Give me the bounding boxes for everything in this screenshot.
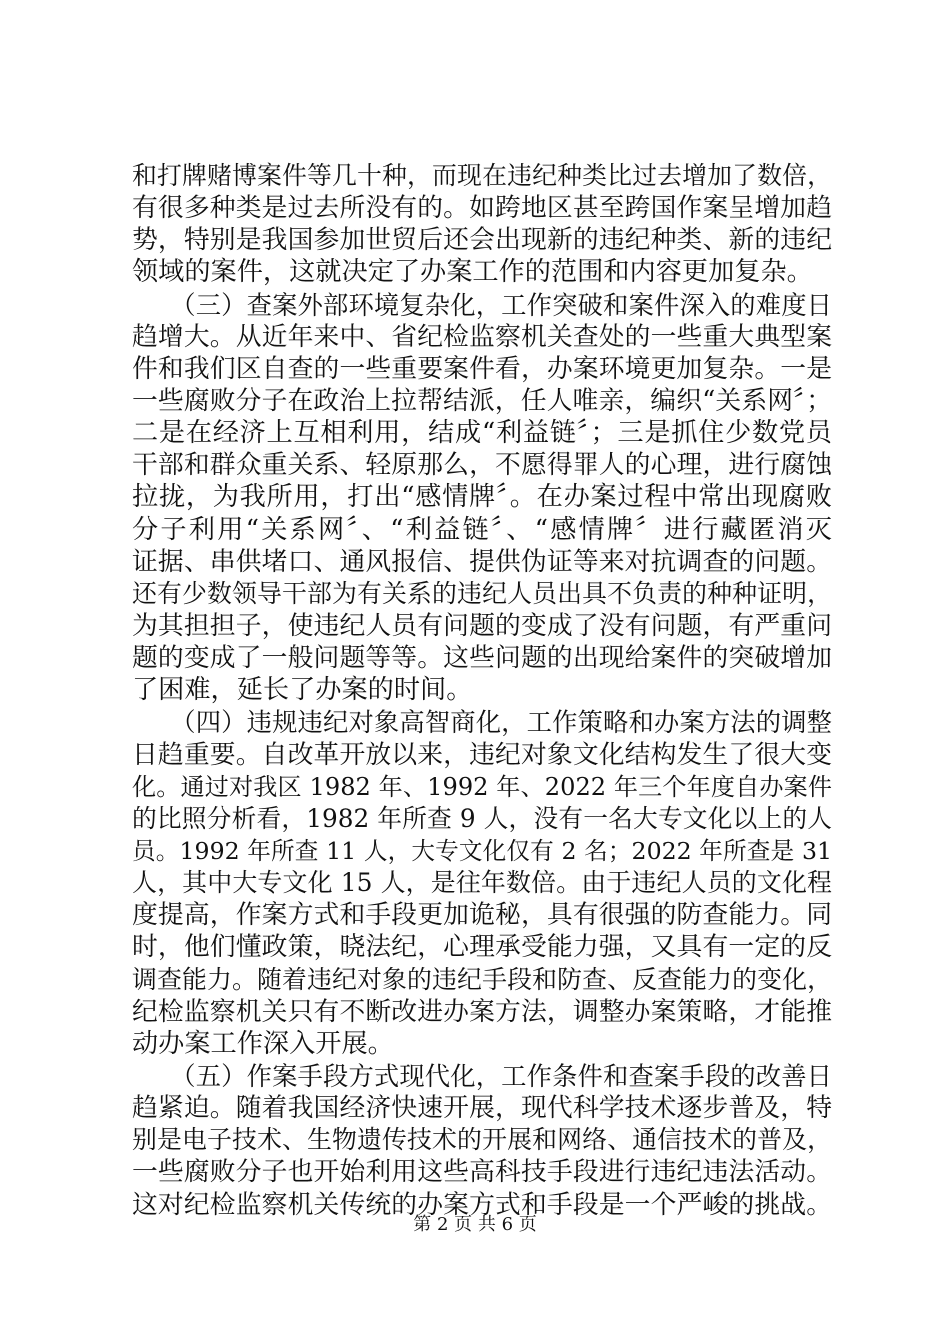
text-line: 动办案工作深入开展。 bbox=[132, 1028, 394, 1059]
text-line: 干部和群众重关系、轻原那么，不愿得罪人的心理，进行腐蚀 bbox=[132, 450, 832, 481]
text-line: 为其担担子，使违纪人员有问题的变成了没有问题，有严重问 bbox=[132, 610, 832, 641]
text-line: 拉拢，为我所用，打出“感情牌〞。在办案过程中常出现腐败 bbox=[132, 482, 832, 513]
text-line: 了困难，延长了办案的时间。 bbox=[132, 675, 473, 706]
text-line: 证据、串供堵口、通风报信、提供伪证等来对抗调查的问题。 bbox=[132, 546, 832, 577]
text-line: 有很多种类是过去所没有的。如跨地区甚至跨国作案呈增加趋 bbox=[132, 193, 832, 224]
text-line: 二是在经济上互相利用，结成“利益链〞；三是抓住少数党员 bbox=[132, 418, 832, 449]
text-line: 还有少数领导干部为有关系的违纪人员出具不负责的种种证明， bbox=[132, 578, 832, 608]
text-line: （五）作案手段方式现代化，工作条件和查案手段的改善日 bbox=[132, 1060, 832, 1091]
text-line: 这对纪检监察机关传统的办案方式和手段是一个严峻的挑战。 bbox=[132, 1189, 832, 1220]
text-line: 趋紧迫。随着我国经济快速开展，现代科学技术逐步普及，特 bbox=[132, 1093, 832, 1124]
body-text bbox=[132, 160, 832, 1221]
text-line: 一些腐败分子也开始利用这些高科技手段进行违纪违法活动。 bbox=[132, 1157, 832, 1188]
text-line: 领域的案件，这就决定了办案工作的范围和内容更加复杂。 bbox=[132, 257, 813, 288]
text-line: 势，特别是我国参加世贸后还会出现新的违纪种类、新的违纪 bbox=[132, 225, 832, 256]
text-line: 别是电子技术、生物遗传技术的开展和网络、通信技术的普及， bbox=[132, 1125, 832, 1155]
text-line: 调查能力。随着违纪对象的违纪手段和防查、反查能力的变化， bbox=[132, 964, 832, 994]
text-line: 员。1992 年所查 11 人，大专文化仅有 2 名；2022 年所查是 31 bbox=[132, 836, 832, 865]
text-line: 分子利用“关系网〞、“利益链〞、“感情牌〞进行藏匿消灭 bbox=[132, 514, 832, 545]
text-line: 一些腐败分子在政治上拉帮结派，任人唯亲，编织“关系网〞； bbox=[132, 385, 832, 416]
text-line: 人，其中大专文化 15 人，是往年数倍。由于违纪人员的文化程 bbox=[132, 868, 832, 898]
text-line: 时，他们懂政策，晓法纪，心理承受能力强，又具有一定的反 bbox=[132, 932, 832, 963]
text-line: 题的变成了一般问题等等。这些问题的出现给案件的突破增加 bbox=[132, 643, 832, 674]
text-line: 趋增大。从近年来中、省纪检监察机关查处的一些重大典型案 bbox=[132, 321, 832, 352]
text-line: 日趋重要。自改革开放以来，违纪对象文化结构发生了很大变 bbox=[132, 739, 832, 770]
text-line: 和打牌赌博案件等几十种，而现在违纪种类比过去增加了数倍， bbox=[132, 161, 832, 190]
text-line: 的比照分析看，1982 年所查 9 人，没有一名大专文化以上的人 bbox=[132, 803, 832, 833]
text-line: （三）查案外部环境复杂化，工作突破和案件深入的难度日 bbox=[132, 289, 832, 320]
text-line: 件和我们区自查的一些重要案件看，办案环境更加复杂。一是 bbox=[132, 353, 832, 384]
page-footer: 第 2 页 共 6 页 bbox=[413, 1214, 537, 1235]
text-line: （四）违规违纪对象高智商化，工作策略和办案方法的调整 bbox=[132, 707, 832, 738]
text-line: 纪检监察机关只有不断改进办案方法，调整办案策略，才能推 bbox=[132, 996, 832, 1027]
text-line: 度提高，作案方式和手段更加诡秘，具有很强的防查能力。同 bbox=[132, 900, 832, 931]
text-line: 化。通过对我区 1982 年、1992 年、2022 年三个年度自办案件 bbox=[132, 772, 832, 801]
